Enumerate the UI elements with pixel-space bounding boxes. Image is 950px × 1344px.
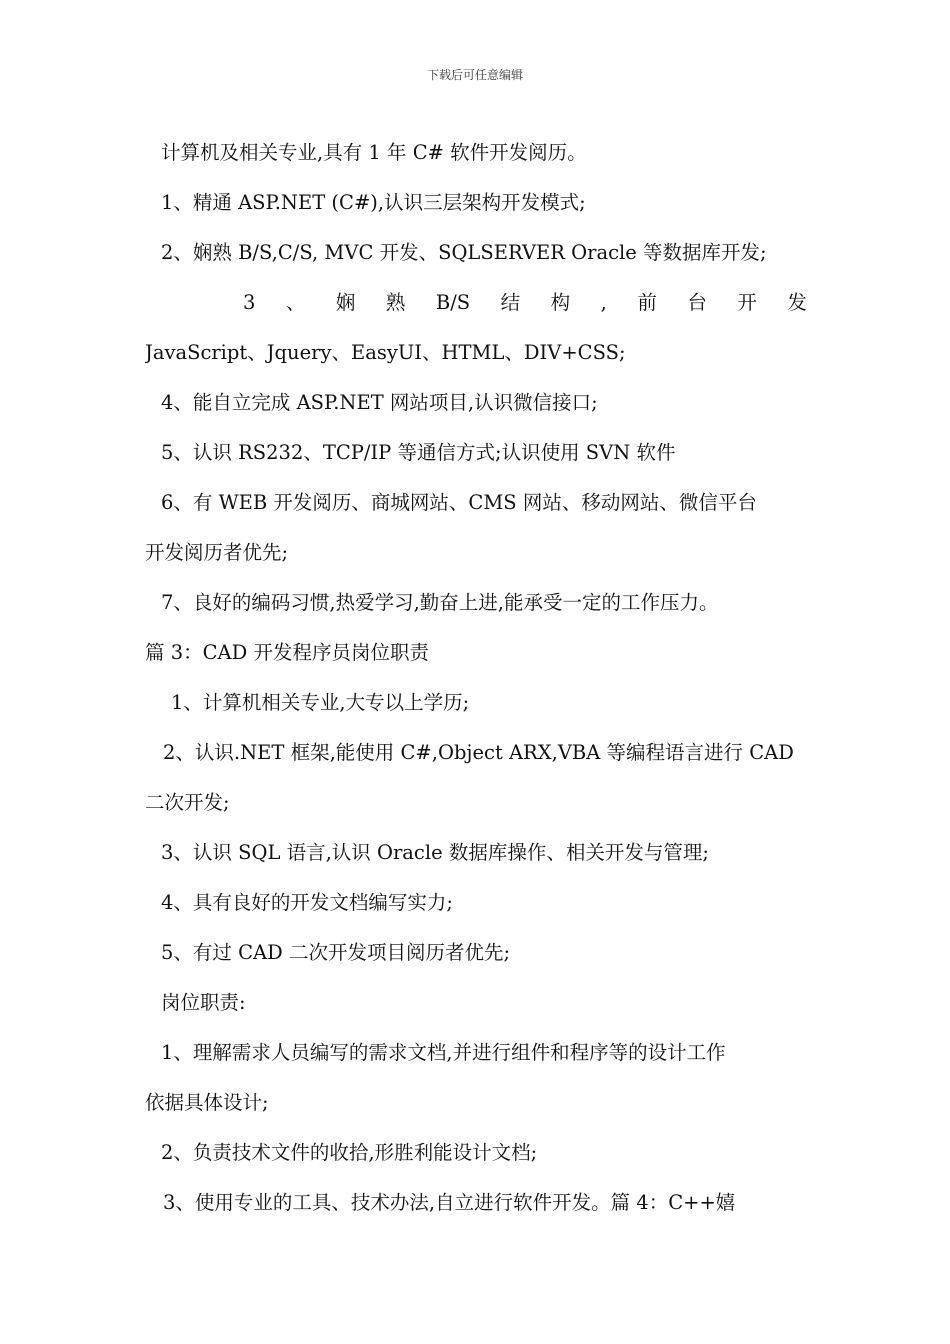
list-item: 2、娴熟 B/S,C/S, MVC 开发、SQLSERVER Oracle 等数据库开发; xyxy=(161,241,767,264)
list-item-justified xyxy=(145,278,807,328)
list-item: 2、负责技术文件的收拾,形胜利能设计文档; xyxy=(161,1141,538,1164)
list-item-continuation: JavaScript、Jquery、EasyUI、HTML、DIV+CSS; xyxy=(145,341,626,364)
justified-fragment: 、 xyxy=(285,291,306,314)
list-item-continuation: 二次开发; xyxy=(145,791,230,814)
list-item: 7、良好的编码习惯,热爱学习,勤奋上进,能承受一定的工作压力。 xyxy=(161,591,719,614)
paragraph-line: 计算机及相关专业,具有 1 年 C# 软件开发阅历。 xyxy=(161,141,587,164)
justified-fragment: 熟 xyxy=(385,291,406,314)
justified-fragment: 娴 xyxy=(335,291,356,314)
justified-fragment: 3 xyxy=(243,291,256,314)
list-item: 2、认识.NET 框架,能使用 C#,Object ARX,VBA 等编程语言进行 CAD xyxy=(163,741,794,764)
list-item: 6、有 WEB 开发阅历、商城网站、CMS 网站、移动网站、微信平台 xyxy=(161,491,757,514)
list-item: 4、能自立完成 ASP.NET 网站项目,认识微信接口; xyxy=(161,391,598,414)
justified-fragment: B/S xyxy=(435,291,471,314)
justified-fragment: 开 xyxy=(737,291,757,314)
justified-fragment: 构 xyxy=(550,291,571,314)
justified-fragment: 发 xyxy=(787,291,807,314)
list-item: 4、具有良好的开发文档编写实力; xyxy=(161,891,453,914)
page-header: 下载后可任意编辑 xyxy=(426,68,523,82)
list-item-continuation: 依据具体设计; xyxy=(145,1091,269,1114)
list-item: 1、精通 ASP.NET (C#),认识三层架构开发模式; xyxy=(161,191,586,214)
justified-fragment: , xyxy=(600,291,607,314)
list-item: 3、使用专业的工具、技术办法,自立进行软件开发。篇 4：C++嬉 xyxy=(163,1191,736,1214)
list-item: 5、有过 CAD 二次开发项目阅历者优先; xyxy=(161,941,511,964)
list-item: 1、理解需求人员编写的需求文档,并进行组件和程序等的设计工作 xyxy=(161,1041,726,1064)
justified-fragment: 结 xyxy=(500,291,521,314)
list-item-continuation: 开发阅历者优先; xyxy=(145,541,289,564)
justified-fragment: 台 xyxy=(687,291,707,314)
list-item: 5、认识 RS232、TCP/IP 等通信方式;认识使用 SVN 软件 xyxy=(161,441,676,464)
list-item: 3、认识 SQL 语言,认识 Oracle 数据库操作、相关开发与管理; xyxy=(161,841,709,864)
subsection-heading: 岗位职责: xyxy=(161,991,246,1014)
section-heading: 篇 3：CAD 开发程序员岗位职责 xyxy=(145,641,429,664)
document-body xyxy=(145,128,807,1228)
justified-fragment: 前 xyxy=(637,291,657,314)
list-item: 1、计算机相关专业,大专以上学历; xyxy=(171,691,470,714)
